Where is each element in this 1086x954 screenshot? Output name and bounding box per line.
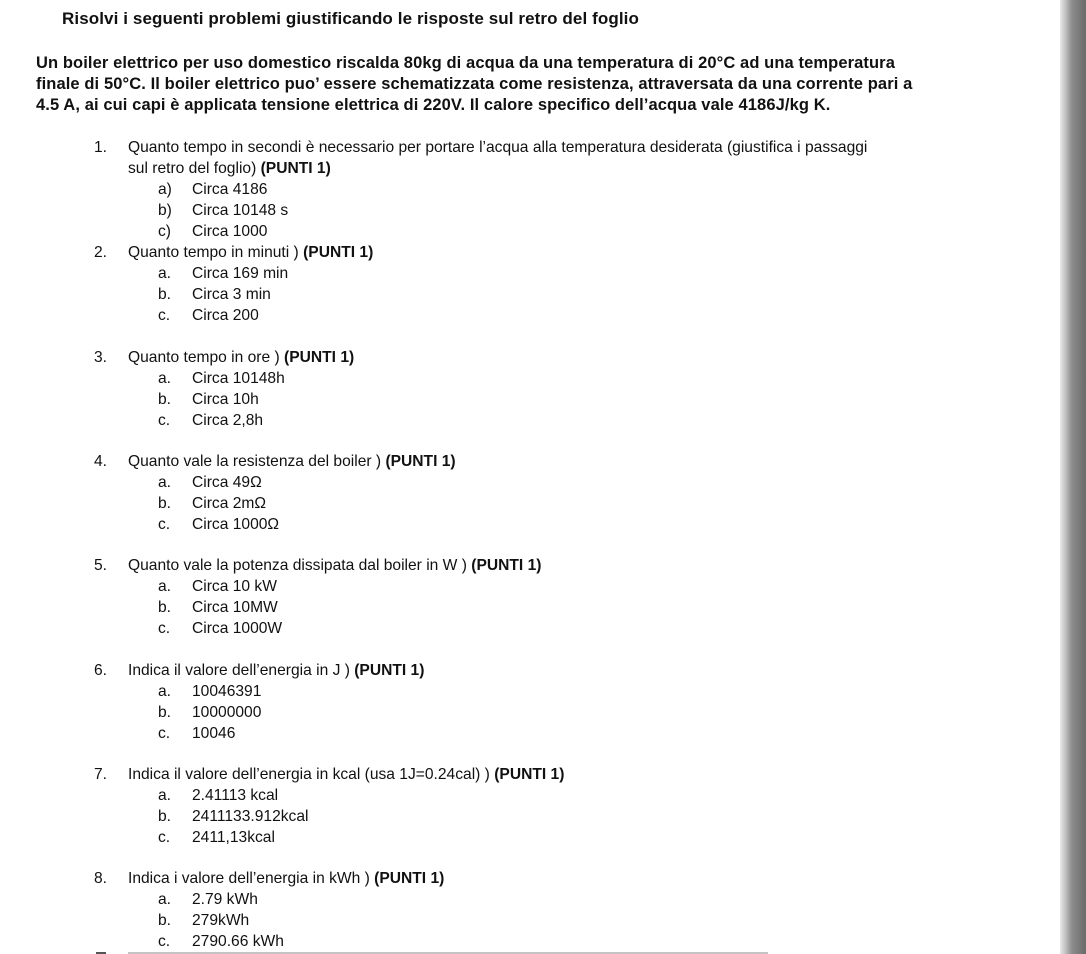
points-label: (PUNTI 1) (385, 453, 456, 470)
points-label: (PUNTI 1) (284, 349, 355, 366)
points-label: (PUNTI 1) (354, 662, 425, 679)
option-text: Circa 1000 (192, 223, 268, 240)
option-letter: b. (158, 704, 172, 721)
points-label: (PUNTI 1) (260, 160, 331, 177)
option-text: Circa 10148h (192, 370, 285, 387)
question-text: Indica il valore dell’energia in J ) (128, 662, 355, 679)
question-1 (94, 137, 867, 158)
question-text: Quanto tempo in secondi è necessario per portare l’acqua alla temperatura desiderata (giustifica i passaggi (128, 139, 868, 156)
option-5c (158, 618, 282, 639)
option-text: Circa 10MW (192, 599, 278, 616)
option-4b (158, 493, 266, 514)
option-text: Circa 49Ω (192, 474, 262, 491)
option-3b (158, 389, 259, 410)
option-letter: a. (158, 683, 172, 700)
option-text: 2411,13kcal (192, 829, 275, 846)
option-letter: b) (158, 202, 172, 219)
question-number: 6. (94, 662, 108, 679)
question-number: 4. (94, 453, 108, 470)
question-number: 1. (94, 139, 108, 156)
option-text: 2.79 kWh (192, 891, 258, 908)
option-7a (158, 785, 278, 806)
option-7b (158, 806, 308, 827)
option-text: Circa 1000W (192, 620, 283, 637)
initial-temperature: 20°C (698, 54, 736, 72)
intro-text: finale di (36, 75, 104, 93)
question-3 (94, 347, 354, 368)
page-title: Risolvi i seguenti problemi giustificando le risposte sul retro del foglio (62, 9, 639, 28)
question-number: 2. (94, 244, 108, 261)
option-6c (158, 723, 235, 744)
option-5a (158, 576, 277, 597)
option-text: 2.41113 kcal (192, 787, 279, 804)
question-number: 8. (94, 870, 108, 887)
option-letter: c. (158, 516, 171, 533)
option-text: Circa 4186 (192, 181, 268, 198)
option-2c (158, 305, 259, 326)
option-letter: c) (158, 223, 171, 240)
question-1-continued (128, 158, 331, 179)
final-temperature: 50°C (103, 75, 142, 93)
option-text: Circa 2,8h (192, 412, 264, 429)
page-edge-shadow (1060, 0, 1086, 954)
option-2a (158, 263, 288, 284)
option-letter: b. (158, 286, 172, 303)
option-1a (158, 179, 267, 200)
option-letter: c. (158, 725, 171, 742)
intro-line-2 (36, 74, 912, 95)
option-text: Circa 169 min (192, 265, 289, 282)
question-text: Quanto vale la potenza dissipata dal boiler in W ) (128, 557, 472, 574)
option-letter: b. (158, 391, 172, 408)
option-letter: b. (158, 495, 172, 512)
question-number: 3. (94, 349, 108, 366)
option-letter: c. (158, 412, 171, 429)
question-number: 7. (94, 766, 108, 783)
option-letter: b. (158, 808, 172, 825)
option-text: 10046 (192, 725, 236, 742)
option-4a (158, 472, 262, 493)
option-text: Circa 10 kW (192, 578, 277, 595)
option-text: Circa 1000Ω (192, 516, 280, 533)
option-text: Circa 200 (192, 307, 259, 324)
option-text: Circa 2mΩ (192, 495, 267, 512)
option-8b (158, 910, 249, 931)
question-text: Quanto vale la resistenza del boiler ) (128, 453, 386, 470)
option-6b (158, 702, 261, 723)
option-letter: c. (158, 933, 171, 950)
points-label: (PUNTI 1) (471, 557, 542, 574)
question-5 (94, 555, 541, 576)
option-letter: a. (158, 474, 172, 491)
question-text: Quanto tempo in ore ) (128, 349, 285, 366)
question-number: 5. (94, 557, 108, 574)
intro-text: . Il boiler elettrico puo’ essere schematizzata come resistenza, attraversata da una corrente pari a (141, 75, 913, 93)
option-text: Circa 3 min (192, 286, 271, 303)
option-text: Circa 10148 s (192, 202, 289, 219)
points-label: (PUNTI 1) (494, 766, 565, 783)
option-text: 2411133.912kcal (192, 808, 309, 825)
option-letter: a. (158, 265, 172, 282)
option-1c (158, 221, 267, 242)
points-label: (PUNTI 1) (303, 244, 374, 261)
option-letter: a. (158, 787, 172, 804)
option-text: 10000000 (192, 704, 262, 721)
intro-text: ad una temperatura (735, 54, 895, 72)
option-letter: a. (158, 370, 172, 387)
option-text: 2790.66 kWh (192, 933, 284, 950)
option-4c (158, 514, 279, 535)
option-letter: c. (158, 307, 171, 324)
intro-line-3: 4.5 A, ai cui capi è applicata tensione elettrica di 220V. Il calore specifico dell’acqua vale 4186J/kg K. (36, 96, 831, 114)
option-letter: b. (158, 599, 172, 616)
question-text: sul retro del foglio) (128, 160, 261, 177)
option-text: Circa 10h (192, 391, 259, 408)
question-7 (94, 764, 564, 785)
option-letter: b. (158, 912, 172, 929)
intro-line-1 (36, 53, 895, 74)
option-text: 10046391 (192, 683, 262, 700)
question-text: Indica il valore dell’energia in kcal (usa 1J=0.24cal) ) (128, 766, 495, 783)
option-text: 279kWh (192, 912, 250, 929)
option-8a (158, 889, 258, 910)
question-text: Indica i valore dell’energia in kWh ) (128, 870, 375, 887)
option-5b (158, 597, 278, 618)
intro-text: Un boiler elettrico per uso domestico riscalda 80kg di acqua da una temperatura di (36, 54, 699, 72)
points-label: (PUNTI 1) (374, 870, 445, 887)
question-4 (94, 451, 456, 472)
cropped-next-line (0, 948, 1060, 954)
option-3c (158, 410, 263, 431)
question-8 (94, 868, 444, 889)
option-letter: a. (158, 891, 172, 908)
option-7c (158, 827, 275, 848)
question-6 (94, 660, 424, 681)
option-letter: a. (158, 578, 172, 595)
option-letter: c. (158, 829, 171, 846)
option-6a (158, 681, 261, 702)
option-1b (158, 200, 288, 221)
option-2b (158, 284, 271, 305)
question-2 (94, 242, 373, 263)
option-letter: c. (158, 620, 171, 637)
option-3a (158, 368, 285, 389)
option-letter: a) (158, 181, 172, 198)
question-text: Quanto tempo in minuti ) (128, 244, 304, 261)
